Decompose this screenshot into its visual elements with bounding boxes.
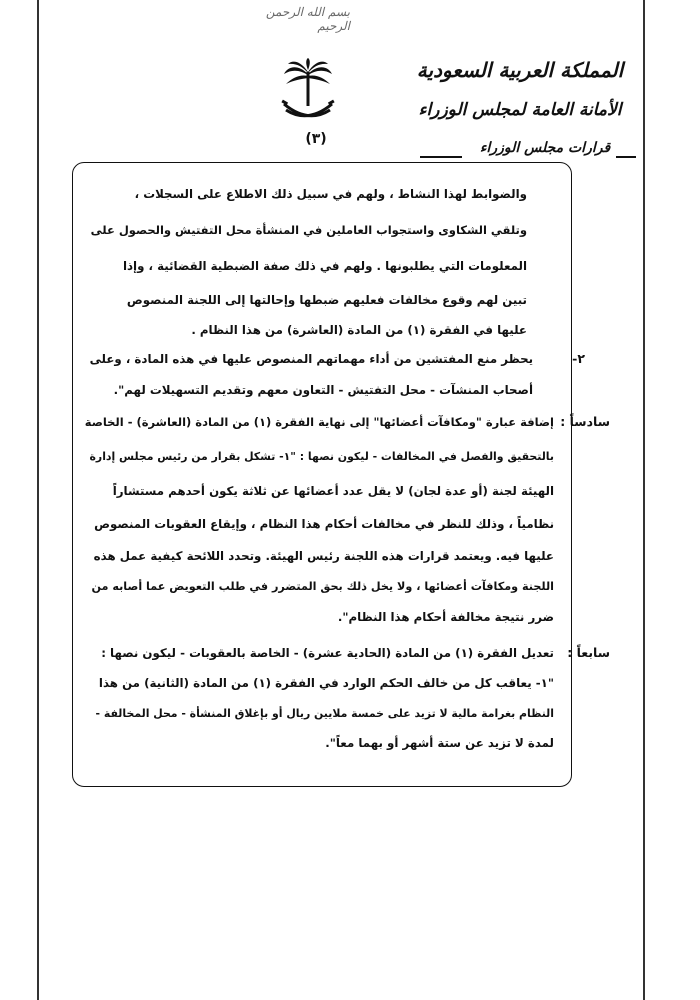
page-number: (٣) bbox=[305, 131, 327, 147]
clause-label-seventh: سابعاً : bbox=[567, 645, 610, 660]
body-line: نظامياً ، وذلك للنظر في مخالفات أحكام هذا النظام ، وإيقاع العقوبات المنصوص bbox=[94, 517, 554, 531]
body-line: بالتحقيق والفصل في المخالفات - ليكون نصها : "١- تشكل بقرار من رئيس مجلس إدارة bbox=[89, 450, 554, 463]
header-kingdom-name: المملكة العربية السعودية bbox=[416, 58, 624, 82]
body-line: أصحاب المنشآت - محل التفتيش - التعاون معهم وتقديم التسهيلات لهم". bbox=[113, 383, 533, 397]
header-divider bbox=[616, 156, 636, 158]
body-line: لمدة لا تزيد عن ستة أشهر أو بهما معاً". bbox=[325, 736, 554, 750]
body-line: اللجنة ومكافآت أعضائها ، ولا يخل ذلك بحق المتضرر في طلب التعويض عما أصابه من bbox=[91, 580, 554, 593]
body-line: عليها في الفقرة (١) من المادة (العاشرة) من هذا النظام . bbox=[191, 323, 527, 337]
saudi-emblem-icon bbox=[278, 58, 338, 130]
header-general-secretariat: الأمانة العامة لمجلس الوزراء bbox=[418, 100, 622, 120]
body-line: الهيئة لجنة (أو عدة لجان) لا يقل عدد أعضائها عن ثلاثة يكون أحدهم مستشاراً bbox=[112, 484, 554, 498]
body-line: "١- يعاقب كل من خالف الحكم الوارد في الفقرة (١) من المادة (الثانية) من هذا bbox=[98, 676, 554, 690]
clause-label-sixth: سادساً : bbox=[560, 414, 610, 429]
body-line: تعديل الفقرة (١) من المادة (الحادية عشرة) - الخاصة بالعقوبات - ليكون نصها : bbox=[101, 646, 554, 660]
body-line: النظام بغرامة مالية لا تزيد على خمسة ملايين ريال أو بإغلاق المنشأة - محل المخالفة - bbox=[95, 707, 554, 720]
header-council-decisions: قرارات مجلس الوزراء bbox=[479, 140, 611, 156]
body-line: وتلقي الشكاوى واستجواب العاملين في المنشأة محل التفتيش والحصول على bbox=[90, 223, 527, 237]
body-line: إضافة عبارة "ومكافآت أعضائها" إلى نهاية الفقرة (١) من المادة (العاشرة) - الخاصة bbox=[84, 415, 554, 429]
page-margin-line-left bbox=[37, 0, 39, 1000]
body-line: ضرر نتيجة مخالفة أحكام هذا النظام". bbox=[337, 610, 554, 624]
body-line: تبين لهم وقوع مخالفات فعليهم ضبطها وإحالتها إلى اللجنة المنصوص bbox=[126, 293, 527, 307]
body-line: عليها فيه. ويعتمد قرارات هذه اللجنة رئيس الهيئة. وتحدد اللائحة كيفية عمل هذه bbox=[93, 549, 554, 563]
basmala-calligraphy: بسم الله الرحمن الرحيم bbox=[265, 5, 350, 33]
body-line: المعلومات التي يطلبونها . ولهم في ذلك صفة الضبطية القضائية ، وإذا bbox=[122, 259, 527, 273]
page-margin-line-right bbox=[643, 0, 645, 1000]
header-divider bbox=[420, 156, 462, 158]
body-line: والضوابط لهذا النشاط ، ولهم في سبيل ذلك الاطلاع على السجلات ، bbox=[134, 187, 527, 201]
item-number: ٢- bbox=[572, 351, 585, 366]
body-line: يحظر منع المفتشين من أداء مهماتهم المنصوص عليها في هذه المادة ، وعلى bbox=[89, 352, 533, 366]
